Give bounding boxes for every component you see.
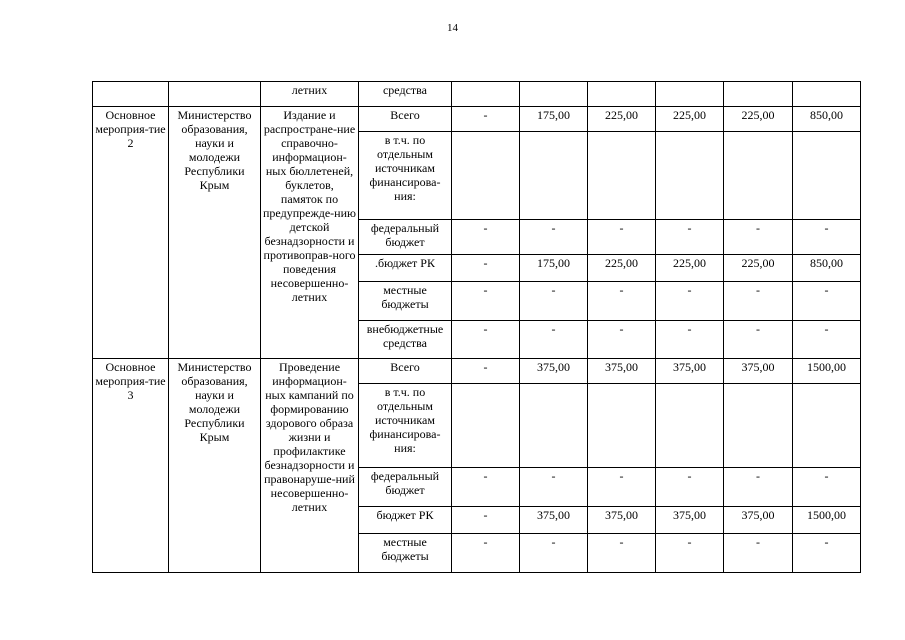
value-cell: -	[793, 220, 861, 255]
source-cell: средства	[359, 82, 452, 107]
description-cell: Проведение информацион-ных кампаний по формированию здорового образа жизни и профилактике безнадзорности и правонаруше-ний несовершенно-летних	[261, 359, 359, 573]
value-cell: -	[588, 468, 656, 507]
value-cell: -	[793, 468, 861, 507]
value-cell: 850,00	[793, 255, 861, 282]
value-cell: 375,00	[724, 359, 793, 384]
value-cell	[520, 384, 588, 468]
value-cell: -	[452, 282, 520, 321]
value-cell	[724, 132, 793, 220]
value-cell	[520, 132, 588, 220]
value-cell	[724, 82, 793, 107]
value-cell: 225,00	[724, 255, 793, 282]
value-cell: -	[452, 507, 520, 534]
value-cell: -	[520, 220, 588, 255]
event-cell: Основное мероприя-тие 2	[93, 107, 169, 359]
value-cell: -	[588, 220, 656, 255]
value-cell: -	[452, 468, 520, 507]
source-cell: Всего	[359, 359, 452, 384]
table-row	[93, 107, 861, 132]
value-cell: -	[793, 321, 861, 359]
source-cell: внебюджетные средства	[359, 321, 452, 359]
value-cell: -	[452, 220, 520, 255]
value-cell	[452, 82, 520, 107]
table-row	[93, 82, 861, 107]
value-cell: -	[724, 220, 793, 255]
value-cell: 225,00	[588, 255, 656, 282]
executor-cell: Министерство образования, науки и молодежи Республики Крым	[169, 359, 261, 573]
value-cell	[588, 384, 656, 468]
value-cell	[793, 384, 861, 468]
source-cell: местные бюджеты	[359, 534, 452, 573]
description-cell: Издание и распростране-ние справочно-информацион-ных бюллетеней, буклетов, памяток по предупрежде-нию детской безнадзорности и противоправ-ного поведения несовершенно-летних	[261, 107, 359, 359]
value-cell: 225,00	[588, 107, 656, 132]
value-cell: -	[588, 321, 656, 359]
value-cell	[656, 82, 724, 107]
value-cell	[793, 132, 861, 220]
value-cell: -	[724, 468, 793, 507]
value-cell: -	[520, 282, 588, 321]
value-cell: -	[452, 321, 520, 359]
description-cell: летних	[261, 82, 359, 107]
value-cell: 850,00	[793, 107, 861, 132]
value-cell: -	[656, 534, 724, 573]
event-cell: Основное мероприя-тие 3	[93, 359, 169, 573]
value-cell: 375,00	[588, 507, 656, 534]
value-cell: 375,00	[656, 507, 724, 534]
table-row	[93, 359, 861, 384]
value-cell: -	[520, 534, 588, 573]
value-cell: -	[656, 220, 724, 255]
value-cell: -	[452, 359, 520, 384]
value-cell	[656, 132, 724, 220]
value-cell: -	[724, 282, 793, 321]
executor-cell: Министерство образования, науки и молодежи Республики Крым	[169, 107, 261, 359]
value-cell: 175,00	[520, 255, 588, 282]
value-cell: 175,00	[520, 107, 588, 132]
source-cell: бюджет РК	[359, 507, 452, 534]
source-cell: .бюджет РК	[359, 255, 452, 282]
value-cell: -	[656, 282, 724, 321]
value-cell: -	[793, 534, 861, 573]
value-cell	[793, 82, 861, 107]
value-cell: 1500,00	[793, 507, 861, 534]
value-cell: 375,00	[724, 507, 793, 534]
value-cell	[656, 384, 724, 468]
value-cell	[452, 132, 520, 220]
source-cell: местные бюджеты	[359, 282, 452, 321]
value-cell: 375,00	[520, 507, 588, 534]
value-cell: 225,00	[656, 107, 724, 132]
value-cell: -	[452, 107, 520, 132]
source-cell: в т.ч. по отдельным источникам финансирова-ния:	[359, 132, 452, 220]
event-cell	[93, 82, 169, 107]
value-cell: -	[724, 321, 793, 359]
value-cell: -	[452, 255, 520, 282]
value-cell: 225,00	[656, 255, 724, 282]
value-cell: 1500,00	[793, 359, 861, 384]
value-cell	[452, 384, 520, 468]
source-cell: в т.ч. по отдельным источникам финансирова-ния:	[359, 384, 452, 468]
source-cell: федеральный бюджет	[359, 468, 452, 507]
page-number: 14	[447, 22, 458, 34]
source-cell: федеральный бюджет	[359, 220, 452, 255]
value-cell	[520, 82, 588, 107]
value-cell: 375,00	[588, 359, 656, 384]
value-cell	[588, 82, 656, 107]
value-cell: -	[656, 468, 724, 507]
executor-cell	[169, 82, 261, 107]
value-cell: 225,00	[724, 107, 793, 132]
value-cell: -	[588, 282, 656, 321]
value-cell: -	[724, 534, 793, 573]
budget-table	[92, 81, 861, 573]
value-cell	[588, 132, 656, 220]
value-cell: -	[588, 534, 656, 573]
value-cell: 375,00	[520, 359, 588, 384]
value-cell: -	[520, 468, 588, 507]
value-cell: -	[520, 321, 588, 359]
value-cell	[724, 384, 793, 468]
value-cell: -	[793, 282, 861, 321]
value-cell: -	[656, 321, 724, 359]
value-cell: -	[452, 534, 520, 573]
source-cell: Всего	[359, 107, 452, 132]
value-cell: 375,00	[656, 359, 724, 384]
